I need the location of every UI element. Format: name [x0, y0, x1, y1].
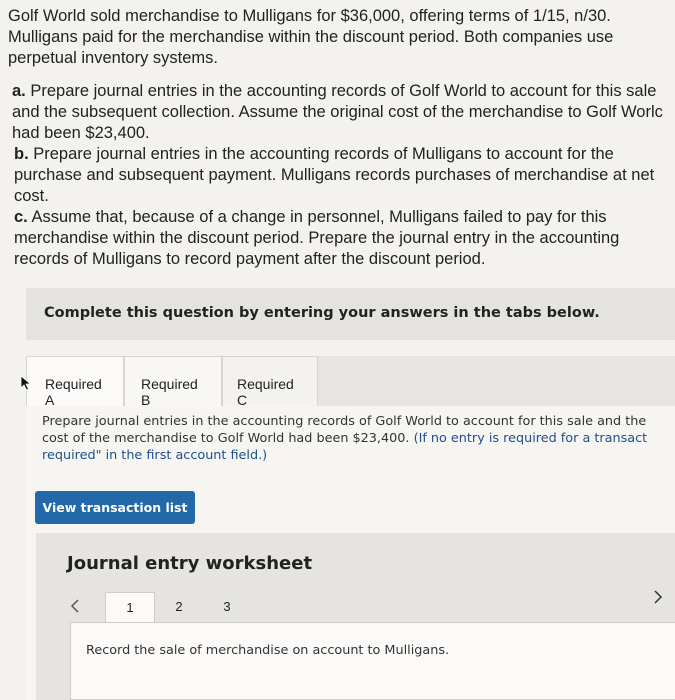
part-b-label: b. — [14, 145, 29, 163]
part-a-line: Prepare journal entries in the accounting records of Golf World to account for this sale — [25, 82, 657, 100]
tab-required-a[interactable]: Required A — [26, 356, 124, 406]
tab-required-b[interactable]: Required B — [124, 356, 222, 406]
complete-question-text: Complete this question by entering your answers in the tabs below. — [44, 305, 600, 321]
worksheet-record-box — [70, 622, 675, 700]
mouse-pointer-icon — [20, 375, 34, 391]
part-c-line: merchandise within the discount period. Prepare the journal entry in the accounting — [14, 229, 620, 247]
instructions-line: cost of the merchandise to Golf World had been $23,400. — [42, 431, 414, 446]
part-a-label: a. — [12, 82, 26, 100]
problem-intro — [8, 6, 675, 69]
intro-line: Golf World sold merchandise to Mulligans for $36,000, offering terms of 1/15, n/30. — [8, 7, 611, 25]
instructions-note: required" in the first account field.) — [42, 448, 268, 463]
complete-question-banner — [26, 288, 675, 340]
part-a — [8, 81, 675, 144]
part-b-line: cost. — [14, 187, 49, 205]
worksheet-title: Journal entry worksheet — [67, 553, 313, 574]
tab-required-c[interactable]: Required C — [222, 356, 318, 406]
part-a-line: and the subsequent collection. Assume the original cost of the merchandise to Golf Worlc — [12, 103, 663, 121]
tab-list — [26, 356, 318, 406]
part-b-line: Prepare journal entries in the accounting records of Mulligans to account for the — [28, 145, 614, 163]
worksheet-page-3[interactable]: 3 — [223, 599, 231, 614]
part-b — [8, 144, 675, 207]
record-instruction: Record the sale of merchandise on account to Mulligans. — [86, 643, 450, 658]
part-a-line: had been $23,400. — [12, 124, 150, 142]
problem-statement — [8, 6, 675, 270]
instructions-line: Prepare journal entries in the accounting records of Golf World to account for this sale and the — [42, 414, 647, 429]
part-c — [8, 207, 675, 270]
intro-line: Mulligans paid for the merchandise within the discount period. Both companies use — [8, 28, 614, 46]
worksheet-page-1[interactable]: 1 — [105, 592, 155, 626]
intro-line: perpetual inventory systems. — [8, 49, 219, 67]
part-b-line: purchase and subsequent payment. Mulligans records purchases of merchandise at net — [14, 166, 655, 184]
part-c-label: c. — [14, 208, 28, 226]
worksheet-pagination — [105, 592, 251, 626]
chevron-right-icon[interactable] — [653, 589, 663, 605]
view-transaction-list-button[interactable]: View transaction list — [35, 491, 195, 524]
part-c-line: records of Mulligans to record payment after the discount period. — [14, 250, 486, 268]
chevron-left-icon[interactable] — [70, 598, 80, 614]
part-c-line: Assume that, because of a change in personnel, Mulligans failed to pay for this — [27, 208, 607, 226]
instructions — [42, 413, 675, 464]
worksheet-page-2[interactable]: 2 — [175, 599, 183, 614]
instructions-note: (If no entry is required for a transact — [413, 431, 648, 446]
